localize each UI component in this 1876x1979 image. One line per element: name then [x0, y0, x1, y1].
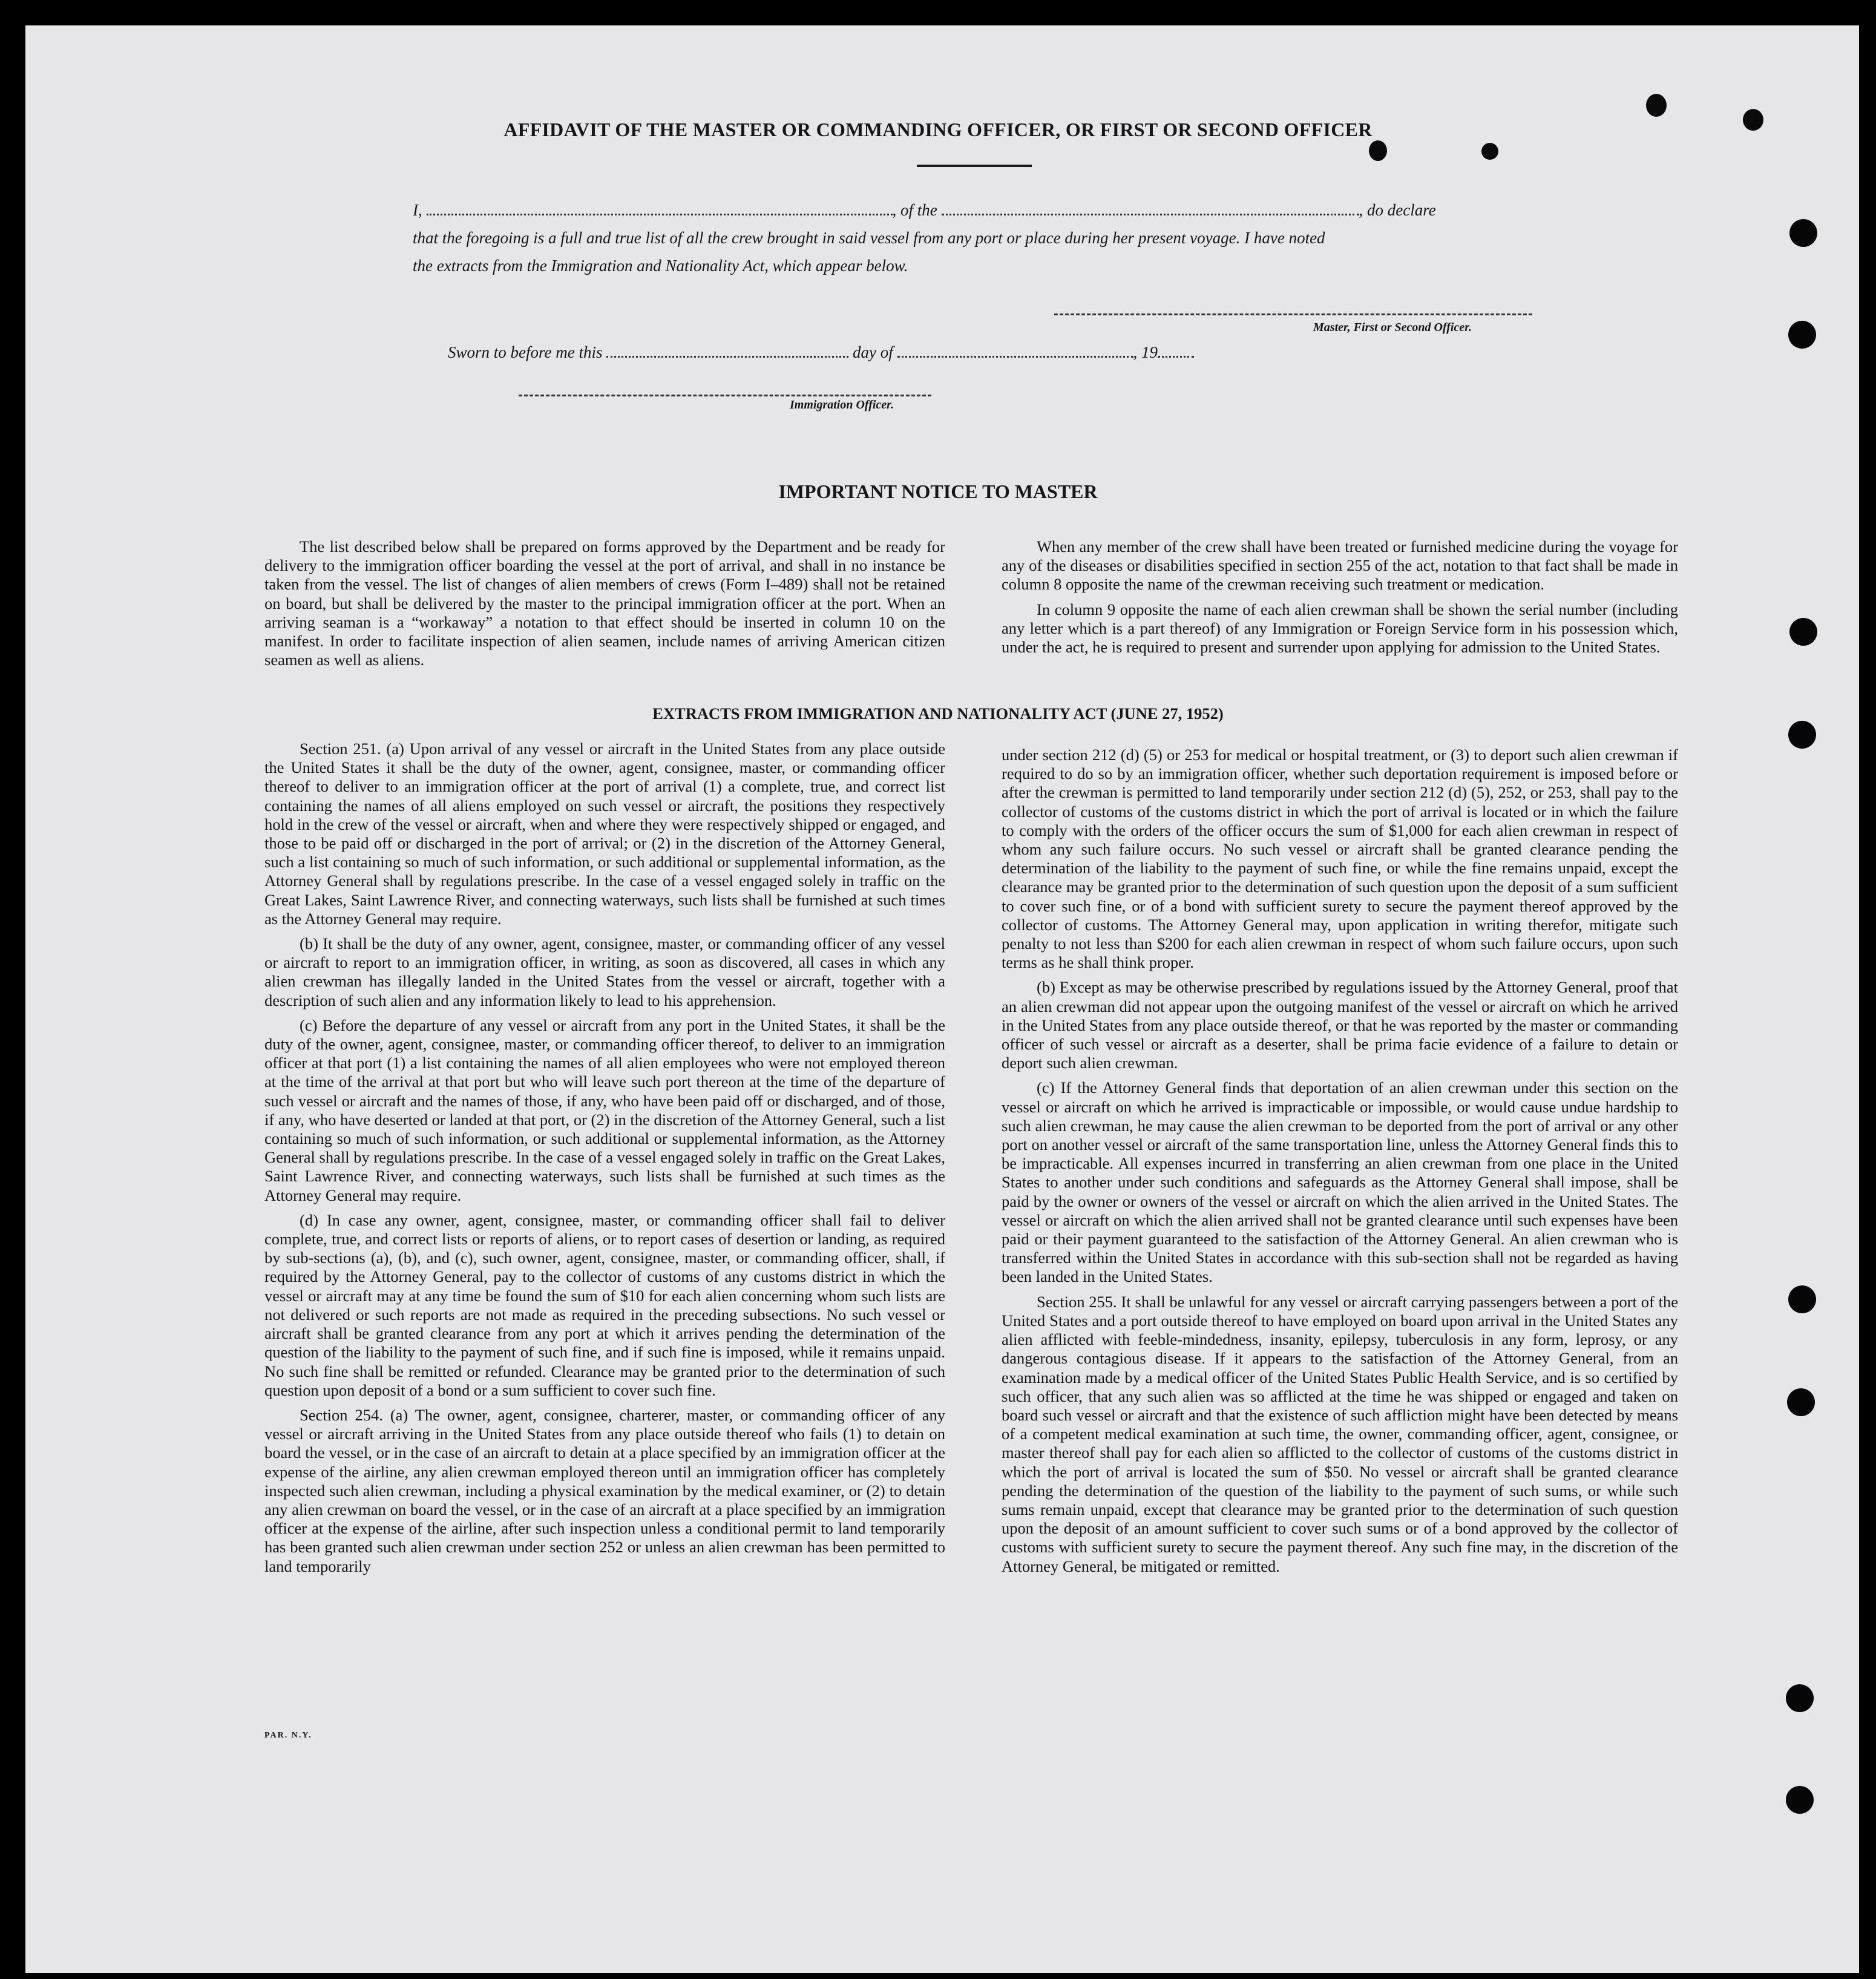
- ink-blot: [1646, 94, 1667, 117]
- name-field[interactable]: [427, 214, 893, 215]
- declaration-do-declare: , do declare: [1359, 201, 1436, 219]
- section-254-a: Section 254. (a) The owner, agent, consignee, charterer, master, or commanding officer of any vessel or aircraft arriving in the United States from any place outside thereof who fails (1) to detain on board the vessel, or in the case of an aircraft to detain at a place specified by an immigration officer at the expense of the airline, any alien crewman employed thereon until an immigration officer has completely inspected such alien crewman, including a physical examination by the medical examiner, or (2) to detain any alien crewman on board the vessel, or in the case of an aircraft at a place specified by an immigration officer at the expense of the airline, after such inspection unless a conditional permit to land temporarily has been granted such alien crewman under section 252 or unless an alien crewman has been permitted to land temporarily: [264, 1405, 945, 1575]
- affidavit-title: AFFIDAVIT OF THE MASTER OR COMMANDING OFFICER, OR FIRST OR SECOND OFFICER: [503, 119, 1373, 140]
- vessel-field[interactable]: [942, 214, 1359, 215]
- notice-left-paragraph: The list described below shall be prepared on forms approved by the Department and be ready for delivery to the immigration officer boarding the vessel at the port of arrival, and shall in no instance be taken from the vessel. The list of changes of alien members of crews (Form I–489) shall not be retained on board, but shall be delivered by the master to the principal immigration officer at the port. When an arriving seaman is a “workaway” a notation to that effect should be inserted in column 10 on the manifest. In order to facilitate inspection of alien seamen, include names of arriving American citizen seamen as well as aliens.: [264, 537, 945, 669]
- extracts-title: EXTRACTS FROM IMMIGRATION AND NATIONALITY ACT (JUNE 27, 1952): [652, 704, 1224, 723]
- punch-hole: [1787, 1388, 1815, 1416]
- punch-hole: [1789, 219, 1817, 247]
- declaration-of-the: , of the: [892, 201, 937, 219]
- section-255: Section 255. It shall be unlawful for any vessel or aircraft carrying passengers between a port of the United States and a port outside thereof to have employed on board upon arrival in the United States any alien afflicted with feeble-mindedness, insanity, epilepsy, tuberculosis in any form, leprosy, or any dangerous contagious disease. If it appears to the satisfaction of the Attorney General, from an examination made by a medical officer of the United States Public Health Service, and is so certified by such officer, that any such alien was so afflicted at the time he was shipped or engaged and taken on board such vessel or aircraft and that the existence of such affliction might have been detected by means of a competent medical examination at such time, the owner, commanding officer, agent, consignee, or master thereof shall pay for each alien so afflicted to the collector of customs of the customs district in which the port of arrival is located the sum of $50. No vessel or aircraft shall be granted clearance pending the determination of the question of the liability to the payment of such sums, or while such sums remain unpaid, except that clearance may be granted prior to the determination of such question upon the deposit of an amount sufficient to cover such sums or of a bond approved by the collector of customs with sufficient surety to secure the payment thereof. Any such fine may, in the discretion of the Attorney General, be mitigated or remitted.: [1002, 1292, 1678, 1575]
- extracts-right-column: [1002, 746, 1678, 1576]
- punch-hole: [1789, 618, 1817, 646]
- printer-mark: PAR. N.Y.: [264, 1731, 312, 1740]
- sworn-day-of: day of: [853, 343, 893, 361]
- sworn-year: , 19: [1133, 343, 1158, 361]
- notice-right-paragraph-1: When any member of the crew shall have been treated or furnished medicine during the voyage for any of the diseases or disabilities specified in section 255 of the act, notation to that fact shall be made in column 8 opposite the name of the crewman receiving such treatment or medication.: [1002, 537, 1678, 594]
- officer-signature-line[interactable]: [519, 395, 931, 396]
- officer-caption: Immigration Officer.: [790, 398, 894, 412]
- notice-right-column: [1002, 537, 1678, 657]
- ink-blot: [1369, 140, 1387, 161]
- sworn-month-field[interactable]: [897, 356, 1133, 358]
- punch-hole: [1788, 721, 1816, 749]
- section-251-c: (c) Before the departure of any vessel or aircraft from any port in the United States, it shall be the duty of the owner, agent, consignee, master, or commanding officer thereof, to deliver to an immigration officer at that port (1) a list containing the names of all alien employees who were not employed thereon at the time of the arrival at that port but who will leave such port thereon at the time of the departure of such vessel or aircraft and the names of those, if any, who have been paid off or discharged, and of those, if any, who have deserted or landed at that port, or (2) in the discretion of the Attorney General, such a list containing so much of such information, or such additional or supplemental information, as the Attorney General shall by regulations prescribe. In the case of a vessel engaged solely in traffic on the Great Lakes, Saint Lawrence River, and connecting waterways, such lists shall be furnished at such times as the Attorney General may require.: [264, 1016, 945, 1204]
- master-caption: Master, First or Second Officer.: [1313, 321, 1472, 334]
- section-254-a-continued: under section 212 (d) (5) or 253 for medical or hospital treatment, or (3) to deport such alien crewman if required to do so by an immigration officer, whether such deportation requirement is imposed before or after the crewman is permitted to land temporarily under section 212 (d) (5), 252, or 253, shall pay to the collector of customs of the customs district in which the port of arrival is located or in which the failure to comply with the orders of the officer occurs the sum of $1,000 for each alien crewman in respect of whom any such failure occurs. No such vessel or aircraft shall be granted clearance pending the determination of the liability to the payment of such fine, or while the fine remains unpaid, except the clearance may be granted prior to the determination of such question upon the deposit of a sum sufficient to cover such fine, or of a bond with sufficient surety to secure the payment thereof approved by the collector of customs. The Attorney General may, upon application in writing therefor, mitigate such penalty to not less than $200 for each alien crewman in respect of whom such failure occurs, upon such terms as he shall think proper.: [1002, 746, 1678, 972]
- declaration-line-1: [413, 196, 1532, 224]
- sworn-year-field[interactable]: [1158, 356, 1194, 358]
- declaration-line-2: that the foregoing is a full and true list of all the crew brought in said vessel from any port or place during her present voyage. I have noted: [413, 229, 1325, 247]
- extracts-left-column: [264, 740, 945, 1576]
- master-signature-line[interactable]: [1054, 313, 1532, 315]
- punch-hole: [1788, 321, 1816, 349]
- punch-hole: [1788, 1285, 1816, 1313]
- section-254-c: (c) If the Attorney General finds that deportation of an alien crewman under this section on the vessel or aircraft on which he arrived is impracticable or impossible, or would cause undue hardship to such alien crewman, he may cause the alien crewman to be deported from the port of arrival or any other port on another vessel or aircraft of the same transportation line, unless the Attorney General finds this to be impracticable. All expenses incurred in transferring an alien crewman from one place in the United States to another under such conditions and safeguards as the Attorney General shall impose, shall be paid by the owner or owners of the vessel or aircraft on which the alien arrived in the United States. The vessel or aircraft on which the alien arrived shall not be granted clearance until such expenses have been paid or their payment guaranteed to the satisfaction of the Attorney General. An alien crewman who is transferred within the United States in accordance with this sub-section shall not be regarded as having been landed in the United States.: [1002, 1078, 1678, 1286]
- section-254-b: (b) Except as may be otherwise prescribed by regulations issued by the Attorney General, proof that an alien crewman did not appear upon the outgoing manifest of the vessel or aircraft on which he arrived in the United States from any place outside thereof, or that he was reported by the master or commanding officer of such vessel or aircraft as a deserter, shall be prima facie evidence of a failure to detain or deport such alien crewman.: [1002, 978, 1678, 1072]
- section-251-b: (b) It shall be the duty of any owner, agent, consignee, master, or commanding officer of any vessel or aircraft to report to an immigration officer, in writing, as soon as discovered, all cases in which any alien crewman has illegally landed in the United States from the vessel or aircraft, together with a description of such alien and any information likely to lead to his apprehension.: [264, 934, 945, 1009]
- sworn-day-field[interactable]: [606, 356, 848, 358]
- notice-title: IMPORTANT NOTICE TO MASTER: [778, 481, 1098, 502]
- notice-left-column: [264, 537, 945, 669]
- declaration-i: I,: [413, 201, 422, 219]
- notice-right-paragraph-2: In column 9 opposite the name of each alien crewman shall be shown the serial number (including any letter which is a part thereof) of any Immigration or Foreign Service form in his possession which, under the act, he is required to present and surrender upon applying for admission to the United States.: [1002, 600, 1678, 657]
- sworn-prefix: Sworn to before me this: [448, 343, 603, 361]
- punch-hole: [1786, 1786, 1814, 1814]
- sworn-line: [448, 339, 1194, 366]
- punch-hole: [1786, 1684, 1814, 1712]
- title-underline: [917, 165, 1032, 167]
- declaration-line-3: the extracts from the Immigration and Nationality Act, which appear below.: [413, 257, 908, 275]
- ink-blot: [1481, 143, 1498, 160]
- section-251-a: Section 251. (a) Upon arrival of any vessel or aircraft in the United States from any place outside the United States it shall be the duty of the owner, agent, consignee, master, or commanding officer thereof to deliver to an immigration officer at the port of arrival (1) a complete, true, and correct list containing the names of all aliens employed on such vessel or aircraft, the positions they respectively hold in the crew of the vessel or aircraft, when and where they were respectively shipped or engaged, and those to be paid off or discharged in the port of arrival; or (2) in the discretion of the Attorney General, such a list containing so much of such information, or such additional or supplemental information, as the Attorney General shall by regulations prescribe. In the case of a vessel engaged solely in traffic on the Great Lakes, Saint Lawrence River, and connecting waterways, such lists shall be furnished at such times as the Attorney General may require.: [264, 740, 945, 928]
- section-251-d: (d) In case any owner, agent, consignee, master, or commanding officer shall fail to deliver complete, true, and correct lists or reports of aliens, or to report cases of desertion or landing, as required by sub-sections (a), (b), and (c), such owner, agent, consignee, master, or commanding officer, shall, if required by the Attorney General, pay to the collector of customs of any customs district in which the vessel or aircraft may at any time be found the sum of $10 for each alien concerning whom such lists are not delivered or such reports are not made as required in the preceding subsections. No such vessel or aircraft shall be granted clearance from any port at which it arrives pending the determination of the question of the liability to the payment of such fine, and if such fine is imposed, while it remains unpaid. No such fine shall be remitted or refunded. Clearance may be granted prior to the determination of such question upon deposit of a bond or a sum sufficient to cover such fine.: [264, 1210, 945, 1399]
